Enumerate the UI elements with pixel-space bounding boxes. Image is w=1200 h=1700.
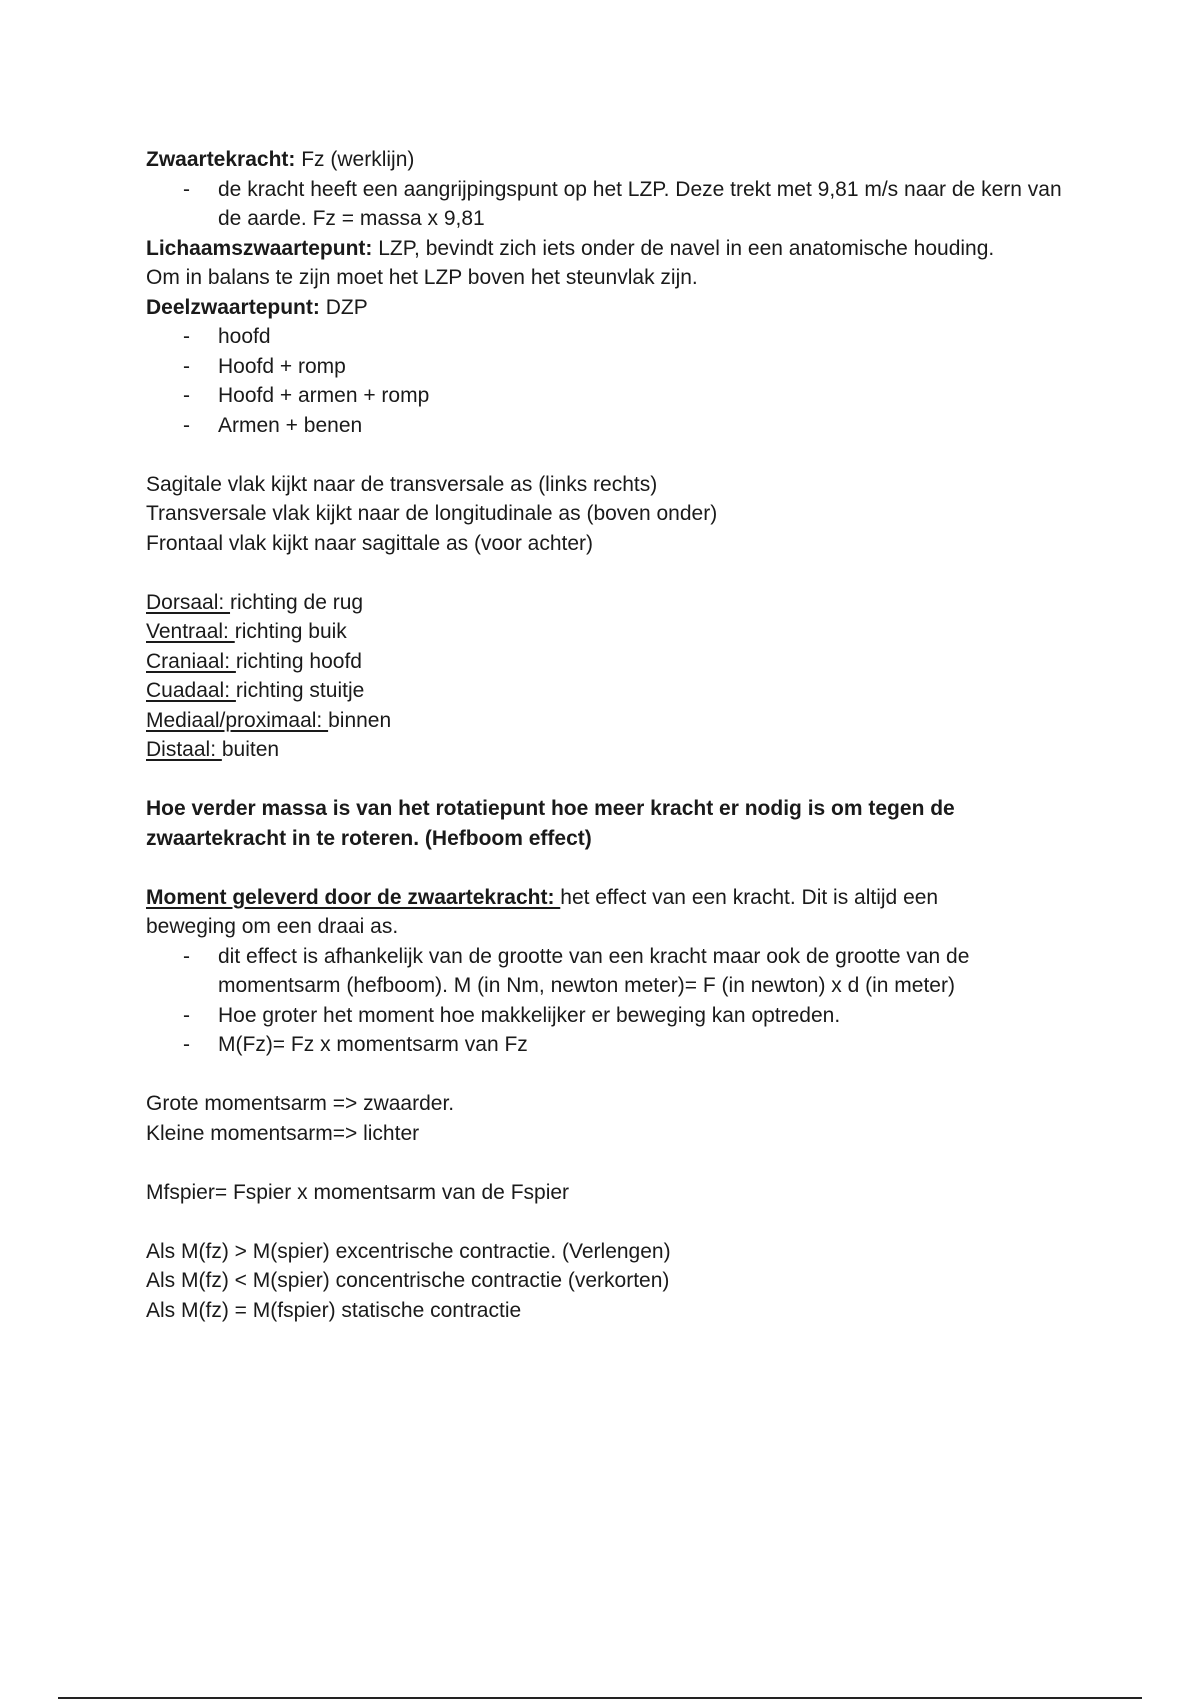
- bullet-dash: -: [183, 1033, 190, 1056]
- document-page: [146, 145, 1066, 1325]
- spacer: [146, 853, 1066, 883]
- lzp-heading-line: [146, 234, 1066, 264]
- list-item: [146, 411, 1066, 441]
- list-item-text: Hoofd + romp: [218, 354, 346, 378]
- direction-term: Craniaal:: [146, 649, 236, 673]
- lzp-heading-rest: LZP, bevindt zich iets onder de navel in een anatomische houding.: [372, 236, 995, 260]
- arm-line: Kleine momentsarm=> lichter: [146, 1121, 420, 1145]
- spacer: [146, 1060, 1066, 1090]
- plane-line: Transversale vlak kijkt naar de longitudinale as (boven onder): [146, 502, 718, 525]
- list-item: [146, 381, 1066, 411]
- bullet-dash: -: [183, 325, 190, 348]
- moment-heading: Moment geleverd door de zwaartekracht:: [146, 885, 561, 909]
- lzp-line-2: Om in balans te zijn moet het LZP boven het steunvlak zijn.: [146, 266, 698, 289]
- contraction-line: Als M(fz) < M(spier) concentrische contractie (verkorten): [146, 1269, 670, 1292]
- list-item-text: de kracht heeft een aangrijpingspunt op het LZP. Deze trekt met 9,81 m/s naar de kern van de aarde. Fz = massa x 9,81: [218, 177, 1062, 230]
- list-item: [146, 942, 1066, 1001]
- plane-line: Frontaal vlak kijkt naar sagittale as (voor achter): [146, 531, 594, 555]
- spacer: [146, 440, 1066, 470]
- direction-term: Cuadaal:: [146, 679, 236, 702]
- spacer: [146, 1207, 1066, 1237]
- arm-line: Grote momentsarm => zwaarder.: [146, 1092, 455, 1115]
- direction-line: [146, 617, 1066, 647]
- bullet-dash: -: [183, 177, 190, 201]
- direction-line: [146, 676, 1066, 706]
- list-item: [146, 1001, 1066, 1031]
- direction-term: Ventraal:: [146, 620, 235, 643]
- contraction-line: Als M(fz) = M(fspier) statische contractie: [146, 1298, 522, 1322]
- spacer: [146, 765, 1066, 795]
- direction-term: Dorsaal:: [146, 590, 231, 614]
- list-item-text: Armen + benen: [218, 413, 363, 437]
- plane-line: Sagitale vlak kijkt naar de transversale as (links rechts): [146, 472, 658, 496]
- bullet-dash: -: [183, 354, 190, 378]
- direction-desc: richting stuitje: [235, 679, 365, 702]
- spacer: [146, 1148, 1066, 1178]
- spacer: [146, 558, 1066, 588]
- bullet-dash: -: [183, 1003, 190, 1027]
- direction-desc: binnen: [328, 708, 392, 732]
- direction-line: [146, 706, 1066, 736]
- bullet-dash: -: [183, 384, 190, 407]
- direction-desc: richting de rug: [230, 590, 364, 614]
- list-item: [146, 352, 1066, 382]
- direction-desc: richting hoofd: [235, 649, 362, 673]
- dzp-heading: Deelzwaartepunt:: [146, 295, 320, 319]
- list-item-text: hoofd: [218, 325, 271, 348]
- list-item-text: Hoofd + armen + romp: [218, 384, 430, 407]
- dzp-heading-line: [146, 293, 1066, 323]
- footer-divider: [58, 1697, 1142, 1699]
- direction-desc: richting buik: [234, 620, 347, 643]
- list-item: [146, 175, 1066, 234]
- gravity-heading-rest: Fz (werklijn): [295, 148, 415, 171]
- moment-line-2: beweging om een draai as.: [146, 915, 399, 938]
- gravity-heading-line: [146, 145, 1066, 175]
- lever-statement: Hoe verder massa is van het rotatiepunt hoe meer kracht er nodig is om tegen de zwaartekracht in te roteren. (Hefboom effect): [146, 797, 955, 850]
- list-item-text: M(Fz)= Fz x momentsarm van Fz: [218, 1033, 528, 1056]
- direction-line: [146, 735, 1066, 765]
- list-item: [146, 322, 1066, 352]
- direction-line: [146, 588, 1066, 618]
- muscle-formula: Mfspier= Fspier x momentsarm van de Fspier: [146, 1180, 570, 1204]
- lzp-heading: Lichaamszwaartepunt:: [146, 236, 373, 260]
- bullet-dash: -: [183, 413, 190, 437]
- list-item-text: Hoe groter het moment hoe makkelijker er beweging kan optreden.: [218, 1003, 841, 1027]
- direction-line: [146, 647, 1066, 677]
- direction-term: Mediaal/proximaal:: [146, 708, 329, 732]
- moment-heading-line: [146, 883, 1066, 913]
- dzp-heading-rest: DZP: [319, 295, 368, 319]
- list-item-text: dit effect is afhankelijk van de grootte van een kracht maar ook de grootte van de momentsarm (hefboom). M (in Nm, newton meter)= F (in newton) x d (in meter): [218, 944, 970, 997]
- bullet-dash: -: [183, 944, 190, 968]
- direction-desc: buiten: [221, 738, 280, 761]
- list-item: [146, 1030, 1066, 1060]
- contraction-line: Als M(fz) > M(spier) excentrische contractie. (Verlengen): [146, 1239, 671, 1263]
- moment-heading-rest: het effect van een kracht. Dit is altijd een: [560, 885, 939, 909]
- direction-term: Distaal:: [146, 738, 222, 761]
- gravity-heading: Zwaartekracht:: [146, 148, 296, 171]
